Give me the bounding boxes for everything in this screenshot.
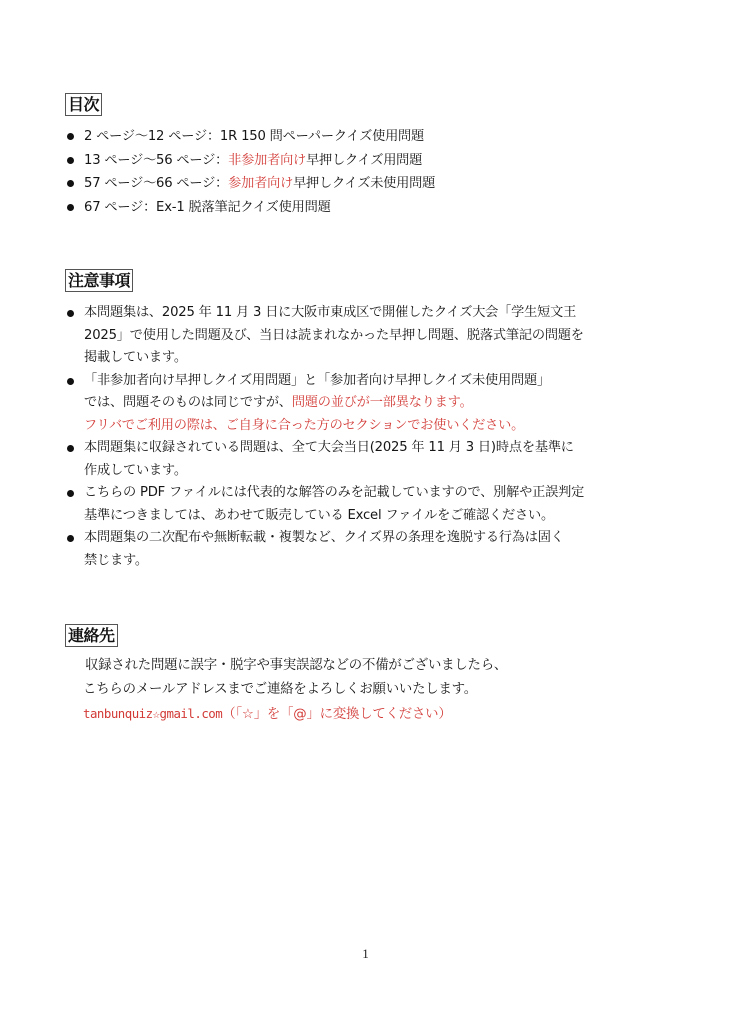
toc-item-text: 2 ページ～12 ページ：1R 150 問ペーパークイズ使用問題 bbox=[84, 129, 425, 144]
bullet-icon bbox=[67, 378, 74, 385]
toc-heading: 目次 bbox=[65, 93, 102, 116]
note-line-highlight: フリバでご利用の際は、ご自身に合った方のセクションでお使いください。 bbox=[84, 417, 525, 433]
note-item bbox=[64, 370, 584, 438]
note-line: 基準につきましては、あわせて販売している Excel ファイルをご確認ください。 bbox=[84, 507, 554, 523]
note-line bbox=[84, 392, 584, 415]
bullet-icon bbox=[67, 490, 74, 497]
note-line: 「非参加者向け早押しクイズ用問題」と「参加者向け早押しクイズ未使用問題」 bbox=[84, 372, 550, 388]
notes-list bbox=[64, 302, 584, 572]
bullet-icon bbox=[67, 310, 74, 317]
note-line: 掲載しています。 bbox=[84, 350, 187, 365]
toc-item-highlight: 参加者向け bbox=[228, 176, 294, 191]
note-line: 本問題集の二次配布や無断転載・複製など、クイズ界の条理を逸脱する行為は固く bbox=[84, 530, 564, 545]
page-number: 1 bbox=[362, 946, 369, 961]
note-line: 禁じます。 bbox=[84, 552, 148, 568]
contact-body bbox=[83, 654, 507, 727]
contact-line: 収録された問題に誤字・脱字や事実誤認などの不備がございましたら、 bbox=[85, 658, 508, 673]
bullet-icon bbox=[67, 445, 74, 452]
bullet-icon bbox=[67, 157, 74, 164]
contact-email-line bbox=[83, 702, 507, 727]
bullet-icon bbox=[67, 133, 74, 140]
note-item bbox=[64, 482, 584, 527]
toc-list bbox=[64, 125, 435, 219]
toc-item bbox=[64, 196, 435, 220]
note-line: 作成しています。 bbox=[84, 462, 187, 478]
toc-item-suffix: 早押しクイズ用問題 bbox=[306, 152, 423, 168]
note-item bbox=[64, 437, 584, 482]
contact-heading: 連絡先 bbox=[65, 624, 118, 647]
toc-item-suffix: 早押しクイズ未使用問題 bbox=[293, 176, 436, 191]
toc-item bbox=[64, 149, 435, 173]
note-item bbox=[64, 302, 584, 370]
note-item bbox=[64, 527, 584, 572]
bullet-icon bbox=[67, 204, 74, 211]
toc-item-highlight: 非参加者向け bbox=[228, 152, 307, 168]
toc-item-text: 57 ページ～66 ページ： bbox=[84, 176, 229, 191]
contact-line: こちらのメールアドレスまでご連絡をよろしくお願いいたします。 bbox=[83, 682, 477, 697]
toc-item bbox=[64, 125, 435, 149]
note-line-text: では、問題そのものは同じですが、 bbox=[84, 395, 292, 410]
toc-item-text: 13 ページ～56 ページ： bbox=[84, 152, 229, 168]
note-line: 本問題集は、2025 年 11 月 3 日に大阪市東成区で開催したクイズ大会「学生短文王 bbox=[84, 305, 577, 320]
bullet-icon bbox=[67, 180, 74, 187]
toc-item-text: 67 ページ：Ex-1 脱落筆記クイズ使用問題 bbox=[84, 199, 331, 215]
note-line: 本問題集に収録されている問題は、全て大会当日(2025 年 11 月 3 日)時点を基準に bbox=[84, 440, 574, 455]
note-line: こちらの PDF ファイルには代表的な解答のみを記載していますので、別解や正誤判定 bbox=[84, 485, 585, 500]
note-line-highlight: 問題の並びが一部異なります。 bbox=[291, 395, 473, 410]
note-line: 2025」で使用した問題及び、当日は読まれなかった早押し問題、脱落式筆記の問題を bbox=[84, 327, 584, 343]
toc-item bbox=[64, 172, 435, 196]
email-note: （「☆」を「@」に変換してください） bbox=[222, 707, 452, 722]
bullet-icon bbox=[67, 535, 74, 542]
email-address[interactable]: tanbunquiz☆gmail.com bbox=[83, 706, 223, 721]
notes-heading: 注意事項 bbox=[65, 269, 133, 292]
